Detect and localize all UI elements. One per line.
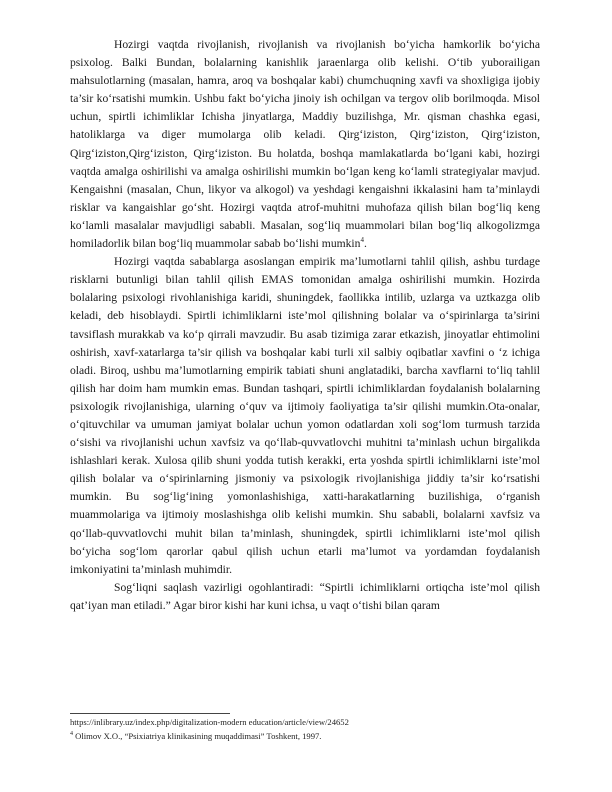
footnote-reference: 4	[360, 236, 364, 245]
paragraph-3: Sog‘liqni saqlash vazirligi ogohlantiradi: “Spirtli ichimliklarni ortiqcha iste’mol qilish qat’iyan man etiladi.” Agar biror kishi har kuni ichsa, u vaqt o‘tishi bilan qaram	[70, 580, 540, 612]
footnote-divider	[70, 713, 230, 714]
paragraph-2: Hozirgi vaqtda sabablarga asoslangan empirik ma’lumotlarni tahlil qilish, ashbu turdage risklarni butunligi bilan tahlil qilish EMAS tomonidan amalga oshirilishi mumkin. Hozirda bolalaring psixologi rivohlanishiga karidi, shuningdek, faollikka intilib, uzlarga va uztkazga olib keladi, deb hisoblaydi. Spirtli ichimliklarni iste’mol qilishning bolalar va o‘spirinlarga ta’sirini tavsiflash murakkab va ko‘p qirrali mavzudir. Bu asab tizimiga zarar etkazish, jinoyatlar ehtimolini oshirish, xavf-xatarlarga ta’sir qilish va boshqalar kabi turli xil salbiy oqibatlar xavfini o ‘z ichiga oladi. Biroq, ushbu ma’lumotlarning empirik tabiati shuni anglatadiki, barcha xavflarni to‘liq tahlil qilish har doim ham mumkin emas. Bundan tashqari, spirtli ichimliklardan foydalanish bolalarning psixologik rivojlanishiga, ularning o‘quv va ijtimoiy faoliyatiga ta’sir qilishi mumkin.Ota-onalar, o‘qituvchilar va umuman jamiyat bolalar uchun yomon odatlardan xoli sog‘lom turmush tarzida o‘sishi va rivojlanishi uchun xavfsiz va qo‘llab-quvvatlovchi muhitni ta’minlash uchun birgalikda ishlashlari kerak. Xulosa qilib shuni yodda tutish kerakki, erta yoshda spirtli ichimliklarni iste’mol qilish bolalar va o‘spirinlarning jismoniy va psixologik rivojlanishiga jiddiy ta’sir ko‘rsatishi mumkin. Bu sog‘lig‘ining yomonlashishiga, xatti-harakatlarning buzilishiga, o‘rganish muammolariga va ijtimoiy moslashishga olib kelishi mumkin. Shu sababli, bolalarni xavfsiz va qo‘llab-quvvatlovchi muhit bilan ta’minlash, shuningdek, spirtli ichimliklarni iste’mol qilish bo‘yicha sog‘lom qarorlar qabul qilish uchun etarli ma’lumot va yordamdan foydalanish imkoniyatini ta’minlash muhimdir.	[70, 255, 540, 576]
footnote-url: https://inlibrary.uz/index.php/digitalization-modern education/article/view/24652	[70, 717, 349, 727]
document-body	[70, 36, 540, 615]
paragraph-1: Hozirgi vaqtda rivojlanish, rivojlanish va rivojlanish bo‘yicha hamkorlik bo‘yicha psixolog. Balki Bundan, bolalarning kanishlik jaraenlarga olib kelishi. O‘tib yuborailigan mahsulotlarning (masalan, hamra, aroq va boshqalar kabi) chumchuqning xavfi va shoxligiga ijobiy ta’sir ko‘rsatishi mumkin. Ushbu fakt bo‘yicha jinoiy ish ochilgan va tergov olib borilmoqda. Misol uchun, spirtli ichimliklar Ichisha jinyatlarga, Maddiy buzilishga, Mr. qisman chashka egasi, hatoliklarga va diger mumolarga olib keladi. Qirg‘iziston, Qirg‘iziston, Qirg‘iziston, Qirg‘iziston,Qirg‘iziston, Qirg‘iziston. Bu holatda, boshqa mamlakatlarda bo‘lgani kabi, hozirgi vaqtda amalga oshirilishi va amalga oshirilishi mumkin bo‘lgan keng ko‘lamli strategiyalar mavjud. Kengaishni (masalan, Chun, likyor va alkogol) va yeshdagi kengaishni ikkalasini ham ta’minlaydi risklar va kangaishlar go‘sht. Hozirgi vaqtda atrof-muhitni muhofaza qilish bilan bog‘liq keng ko‘lamli masalalar mavjudligi sababli. Masalan, sog‘liq muammolari bilan bog‘liq alkogolizmga homiladorlik bilan bog‘liq muammolar sabab bo‘lishi mumkin$^4$.	[70, 38, 540, 251]
footnote-4	[70, 729, 540, 742]
paragraph-1-text: Hozirgi vaqtda rivojlanish, rivojlanish va rivojlanish bo‘yicha hamkorlik bo‘yicha psixolog. Balki Bundan, bolalarning kanishlik jaraenlarga olib kelishi. O‘tib yuborailigan mahsulotlarning (masalan, hamra, aroq va boshqalar kabi) chumchuqning xavfi va shoxligiga ijobiy ta’sir ko‘rsatishi mumkin. Ushbu fakt bo‘yicha jinoiy ish ochilgan va tergov olib borilmoqda. Misol uchun, spirtli ichimliklar Ichisha jinyatlarga, Maddiy buzilishga, Mr. qisman chashka egasi, hatoliklarga va diger mumolarga olib keladi. Qirg‘iziston, Qirg‘iziston, Qirg‘iziston, Qirg‘iziston,Qirg‘iziston, Qirg‘iziston. Bu holatda, boshqa mamlakatlarda bo‘lgani kabi, hozirgi vaqtda amalga oshirilishi va amalga oshirilishi mumkin bo‘lgan keng ko‘lamli strategiyalar mavjud. Kengaishni (masalan, Chun, likyor va alkogol) va yeshdagi kengaishni ikkalasini ham ta’minlaydi risklar va kangaishlar go‘sht. Hozirgi vaqtda atrof-muhitni muhofaza qilish bilan bog‘liq keng ko‘lamli masalalar mavjudligi sababli. Masalan, sog‘liq muammolari bilan bog‘liq alkogolizmga homiladorlik bilan bog‘liq muammolar sabab bo‘lishi mumkin	[70, 38, 540, 251]
footnotes	[70, 717, 540, 742]
footnote-marker: 4	[70, 730, 73, 737]
footnote-text: Olimov X.O., “Psixiatriya klinikasining muqaddimasi” Toshkent, 1997.	[75, 730, 322, 741]
